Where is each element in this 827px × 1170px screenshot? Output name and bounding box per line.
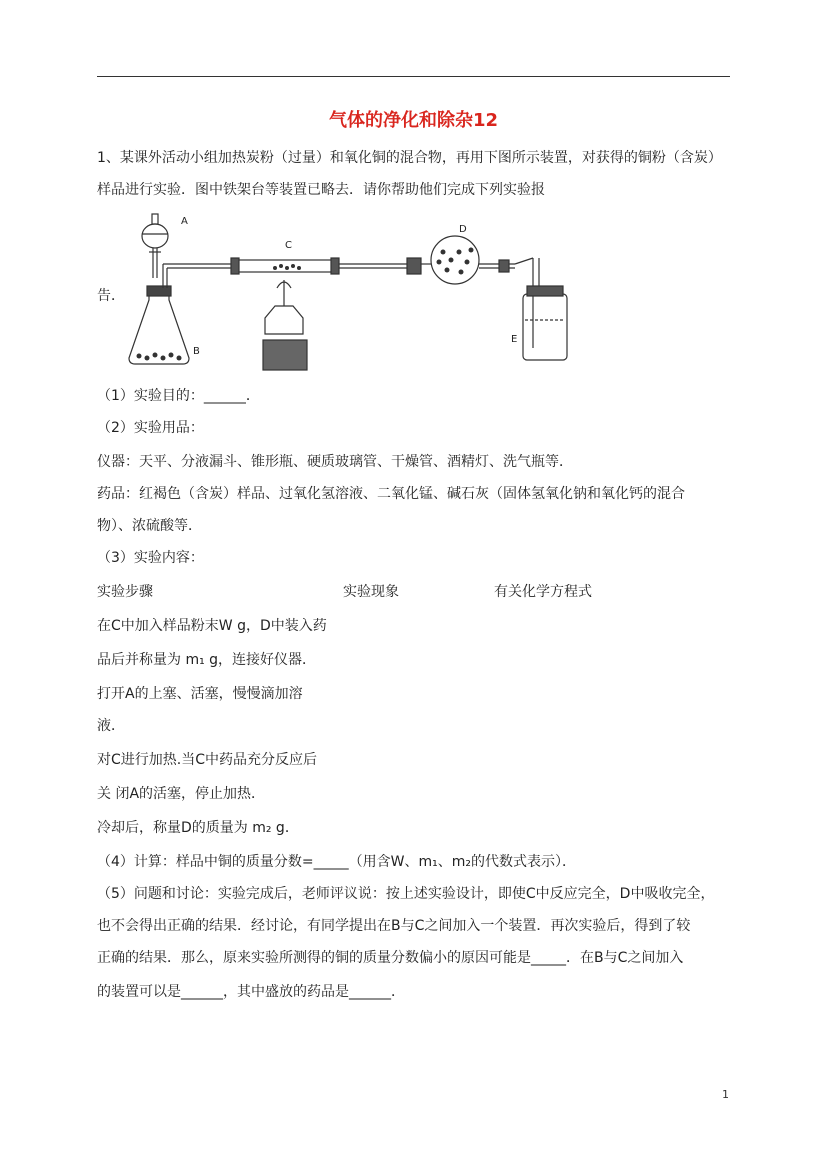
apparatus-diagram: [125, 208, 585, 376]
conical-flask-icon: [129, 292, 189, 364]
label-c: C: [285, 240, 292, 251]
combustion-tube-icon: [235, 260, 335, 272]
wash-bottle-icon: [523, 294, 567, 360]
table-header-equations: 有关化学方程式: [494, 584, 592, 600]
question-intro-line3: 告．: [97, 288, 125, 304]
item-5-line3: 正确的结果．那么，原来实验所测得的铜的质量分数偏小的原因可能是_____．在B与C之间加入: [97, 950, 684, 966]
label-d: D: [459, 224, 467, 235]
label-a: A: [181, 216, 188, 227]
step-line: 冷却后，称量D的质量为 m₂ g．: [97, 820, 299, 836]
item-5-line1: （5）问题和讨论：实验完成后，老师评议说：按上述实验设计，即使C中反应完全，D中吸收完全，: [97, 886, 715, 902]
question-intro-line1: 1、某课外活动小组加热炭粉（过量）和氧化铜的混合物，再用下图所示装置，对获得的铜粉（含炭）: [97, 150, 722, 166]
page-number: 1: [722, 1088, 729, 1101]
question-intro-line2: 样品进行实验．图中铁架台等装置已略去．请你帮助他们完成下列实验报: [97, 182, 545, 198]
item-5-line2: 也不会得出正确的结果．经讨论，有同学提出在B与C之间加入一个装置．再次实验后，得到了较: [97, 918, 691, 934]
step-line: 关 闭A的活塞，停止加热．: [97, 786, 266, 802]
instruments-line: 仪器：天平、分液漏斗、锥形瓶、硬质玻璃管、干燥管、酒精灯、洗气瓶等．: [97, 454, 573, 470]
separatory-funnel-icon: [142, 224, 168, 248]
label-b: B: [193, 346, 200, 357]
step-line: 对C进行加热.当C中药品充分反应后: [97, 752, 318, 768]
step-line: 在C中加入样品粉末W g，D中装入药: [97, 618, 327, 634]
label-e: E: [511, 334, 518, 345]
table-header-steps: 实验步骤: [97, 584, 153, 600]
step-line: 液．: [97, 718, 125, 734]
reagents-line2: 物）、浓硫酸等．: [97, 518, 202, 534]
alcohol-lamp-icon: [265, 306, 303, 334]
step-line: 打开A的上塞、活塞，慢慢滴加溶: [97, 686, 303, 702]
reagents-line1: 药品：红褐色（含炭）样品、过氧化氢溶液、二氧化锰、碱石灰（固体氢氧化钠和氧化钙的混合: [97, 486, 685, 502]
header-rule: [97, 76, 730, 77]
page-title: 气体的净化和除杂12: [328, 110, 499, 131]
item-2: （2）实验用品：: [97, 420, 204, 436]
item-3: （3）实验内容：: [97, 550, 204, 566]
item-5-line4: 的装置可以是______，其中盛放的药品是______．: [97, 984, 405, 1000]
item-1: （1）实验目的：______．: [97, 388, 260, 404]
step-line: 品后并称量为 m₁ g，连接好仪器．: [97, 652, 317, 668]
lamp-stand-icon: [263, 340, 307, 370]
table-header-phenomena: 实验现象: [343, 584, 399, 600]
item-4: （4）计算：样品中铜的质量分数=_____（用含W、m₁、m₂的代数式表示）．: [97, 854, 576, 870]
